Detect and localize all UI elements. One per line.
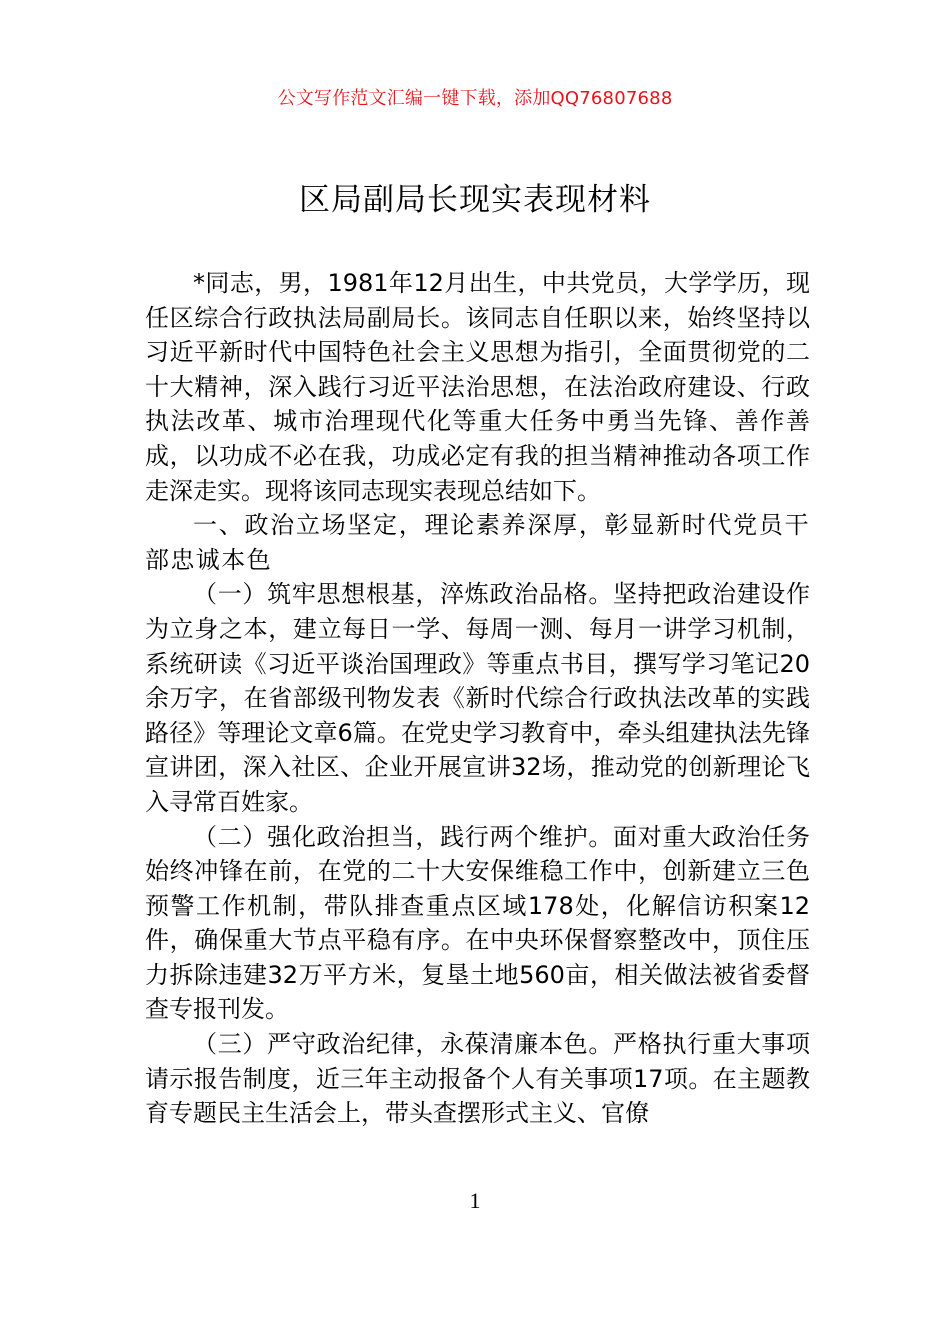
section-heading-1: 一、政治立场坚定，理论素养深厚，彰显新时代党员干部忠诚本色 bbox=[145, 511, 810, 574]
subsection-paragraph-2: （二）强化政治担当，践行两个维护。面对重大政治任务始终冲锋在前，在党的二十大安保维稳工作中，创新建立三色预警工作机制，带队排查重点区域178处，化解信访积案12件，确保重大节点平稳有序。在中央环保督察整改中，顶住压力拆除违建32万平方米，复垦土地560亩，相关做法被省委督查专报刊发。 bbox=[145, 822, 810, 1024]
subsection-paragraph-3: （三）严守政治纪律，永葆清廉本色。严格执行重大事项请示报告制度，近三年主动报备个人有关事项17项。在主题教育专题民主生活会上，带头查摆形式主义、官僚 bbox=[145, 1030, 810, 1128]
intro-paragraph: *同志，男，1981年12月出生，中共党员，大学学历，现任区综合行政执法局副局长。该同志自任职以来，始终坚持以习近平新时代中国特色社会主义思想为指引，全面贯彻党的二十大精神，深入践行习近平法治思想，在法治政府建设、行政执法改革、城市治理现代化等重大任务中勇当先锋、善作善成，以功成不必在我，功成必定有我的担当精神推动各项工作走深走实。现将该同志现实表现总结如下。 bbox=[145, 269, 810, 505]
header-ad-text: 公文写作范文汇编一键下载，添加QQ76807688 bbox=[277, 88, 673, 109]
page-number: 1 bbox=[469, 1188, 481, 1213]
document-title: 区局副局长现实表现材料 bbox=[299, 182, 651, 218]
document-body bbox=[145, 266, 810, 1131]
subsection-paragraph-1: （一）筑牢思想根基，淬炼政治品格。坚持把政治建设作为立身之本，建立每日一学、每周一测、每月一讲学习机制，系统研读《习近平谈治国理政》等重点书目，撰写学习笔记20余万字，在省部级刊物发表《新时代综合行政执法改革的实践路径》等理论文章6篇。在党史学习教育中，牵头组建执法先锋宣讲团，深入社区、企业开展宣讲32场，推动党的创新理论飞入寻常百姓家。 bbox=[145, 580, 810, 816]
